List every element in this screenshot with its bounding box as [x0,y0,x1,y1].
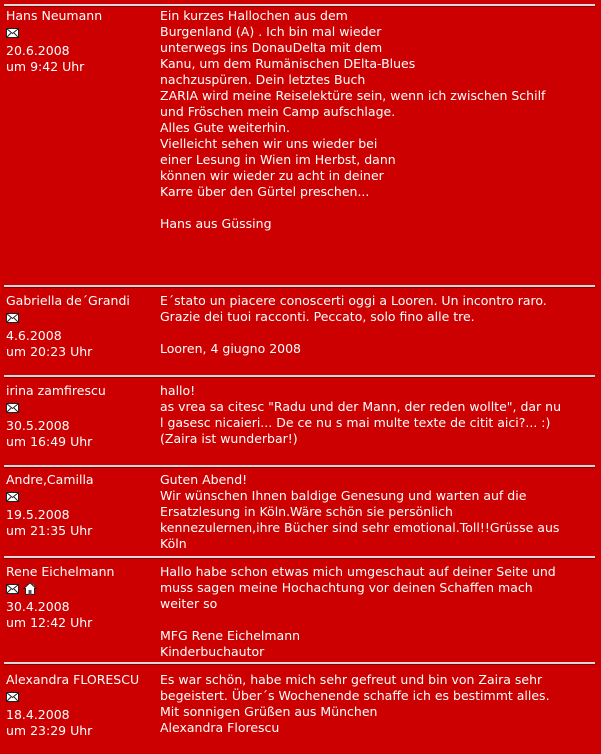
entry-separator [4,662,595,665]
message-line: Wir wünschen Ihnen baldige Genesung und warten auf die [160,488,527,503]
entry-date: 18.4.2008 [6,707,70,722]
message-line: E´stato un piacere conoscerti oggi a Looren. Un incontro raro. [160,293,547,308]
entry-message [160,672,596,736]
guestbook-entry [0,564,601,660]
guestbook-entry [0,383,601,463]
message-line: Looren, 4 giugno 2008 [160,341,302,356]
contact-icons [6,691,154,705]
message-line: muss sagen meine Hochachtung vor deinen Schaffen mach [160,580,533,595]
message-line: Mit sonnigen Grüßen aus München [160,704,378,719]
message-line [160,325,596,341]
message-line: und Fröschen mein Camp aufschlage. [160,104,396,119]
message-line [160,200,596,216]
entry-separator [4,375,595,378]
message-line: Guten Abend! [160,472,248,487]
entry-separator [4,4,595,7]
message-line: Vielleicht sehen wir uns wieder bei [160,136,378,151]
entry-date: 4.6.2008 [6,328,62,343]
entry-meta [6,672,154,739]
email-icon[interactable] [6,311,19,327]
message-line [160,612,596,628]
message-line: Köln [160,536,187,551]
message-line: l gasesc nicaieri... De ce nu s mai multe texte de citit aici?... :) [160,415,551,430]
message-line: Grazie dei tuoi racconti. Peccato, solo fino alle tre. [160,309,475,324]
author-name: Alexandra FLORESCU [6,672,140,687]
entry-message [160,472,596,552]
message-line: Hans aus Güssing [160,216,272,231]
guestbook-entry [0,472,601,560]
guestbook-entry [0,8,601,278]
author-name: Rene Eichelmann [6,564,115,579]
message-line: Ersatzlesung in Köln.Wäre schön sie persönlich [160,504,453,519]
author-name: Andre,Camilla [6,472,94,487]
entry-date: 30.4.2008 [6,599,70,614]
message-line: Hallo habe schon etwas mich umgeschaut auf deiner Seite und [160,564,556,579]
contact-icons [6,27,154,41]
entry-time: um 12:42 Uhr [6,615,93,630]
message-line: Kanu, um dem Rumänischen DElta-Blues [160,56,416,71]
author-name: irina zamfirescu [6,383,106,398]
message-line: können wir wieder zu acht in deiner [160,168,384,183]
entry-meta [6,472,154,539]
entry-message [160,8,596,232]
contact-icons [6,583,154,597]
message-line: Karre über den Gürtel preschen... [160,184,370,199]
entry-time: um 9:42 Uhr [6,59,85,74]
message-line: Kinderbuchautor [160,644,265,659]
entry-message [160,293,596,357]
entry-meta [6,293,154,360]
author-name: Gabriella de´Grandi [6,293,130,308]
entry-meta [6,564,154,631]
entry-separator [4,465,595,468]
message-line: Ein kurzes Hallochen aus dem [160,8,348,23]
message-line: weiter so [160,596,218,611]
message-line: MFG Rene Eichelmann [160,628,301,643]
message-line: einer Lesung in Wien im Herbst, dann [160,152,396,167]
message-line: ZARIA wird meine Reiselektüre sein, wenn ich zwischen Schilf [160,88,546,103]
message-line: nachzuspüren. Dein letztes Buch [160,72,366,87]
author-name: Hans Neumann [6,8,103,23]
contact-icons [6,402,154,416]
email-icon[interactable] [6,26,19,42]
entry-meta [6,8,154,75]
entry-time: um 23:29 Uhr [6,723,93,738]
message-line: begeistert. Über´s Wochenende schaffe ich es bestimmt alles. [160,688,550,703]
email-icon[interactable] [6,582,19,598]
entry-message [160,564,596,660]
message-line: unterwegs ins DonauDelta mit dem [160,40,383,55]
entry-separator [4,285,595,288]
message-line: kennezulernen,ihre Bücher sind sehr emotional.Toll!!Grüsse aus [160,520,560,535]
email-icon[interactable] [6,690,19,706]
entry-time: um 20:23 Uhr [6,344,93,359]
entry-meta [6,383,154,450]
guestbook-entry [0,293,601,373]
guestbook-entry [0,672,601,752]
entry-time: um 16:49 Uhr [6,434,93,449]
message-line: as vrea sa citesc "Radu und der Mann, der reden wollte", dar nu [160,399,562,414]
email-icon[interactable] [6,490,19,506]
message-line: Burgenland (A) . Ich bin mal wieder [160,24,382,39]
message-line: Alles Gute weiterhin. [160,120,291,135]
contact-icons [6,491,154,505]
email-icon[interactable] [6,401,19,417]
message-line: Es war schön, habe mich sehr gefreut und bin von Zaira sehr [160,672,543,687]
entry-date: 20.6.2008 [6,43,70,58]
contact-icons [6,312,154,326]
entry-message [160,383,596,447]
entry-date: 30.5.2008 [6,418,70,433]
message-line: Alexandra Florescu [160,720,280,735]
home-icon[interactable] [23,582,37,599]
entry-time: um 21:35 Uhr [6,523,93,538]
message-line: (Zaira ist wunderbar!) [160,431,298,446]
message-line: hallo! [160,383,196,398]
entry-date: 19.5.2008 [6,507,70,522]
